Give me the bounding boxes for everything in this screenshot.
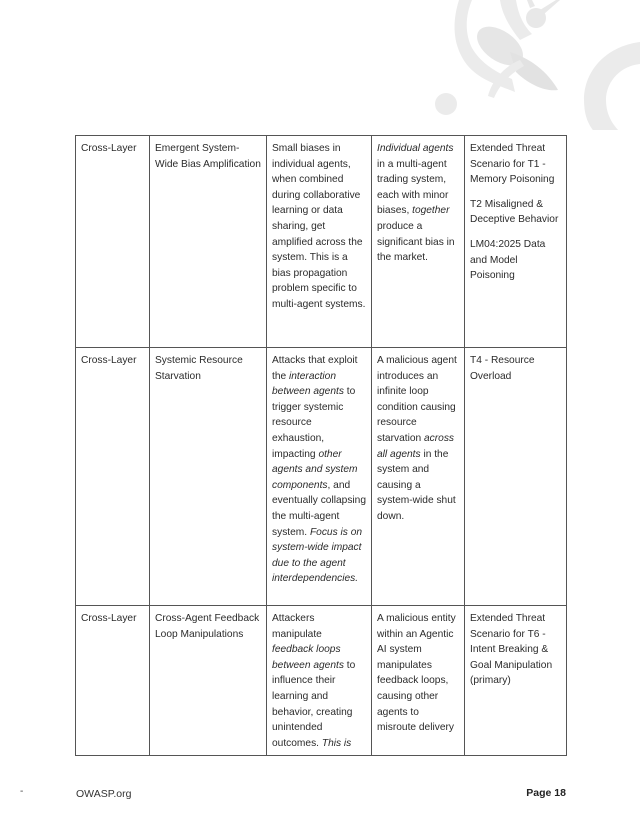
threat-name-cell — [150, 606, 267, 756]
threat-name-text: Systemic Resource Starvation — [155, 355, 243, 382]
description-text: other agents and system components — [272, 448, 358, 491]
layer-text: Cross-Layer — [81, 355, 137, 366]
mapping-cell — [465, 606, 567, 756]
layer-cell — [76, 606, 150, 756]
example-cell — [372, 606, 465, 756]
owasp-wasp-watermark — [0, 0, 640, 130]
threat-table — [75, 135, 567, 756]
layer-cell — [76, 348, 150, 606]
example-text: in a multi-agent trading system, each with minor biases, — [377, 158, 449, 217]
description-text: to trigger systemic resource exhaustion, impacting — [272, 386, 356, 460]
table-row — [76, 136, 567, 348]
example-text: A malicious entity within an Agentic AI system manipulates feedback loops, causing other agents to misroute delivery — [377, 613, 456, 734]
mapping-cell — [465, 136, 567, 348]
threat-name-cell — [150, 136, 267, 348]
description-text: Focus is on system-wide impact due to the agent interdependencies. — [272, 526, 363, 585]
description-cell — [267, 348, 372, 606]
layer-cell — [76, 136, 150, 348]
table-row — [76, 348, 567, 606]
example-text: A malicious agent introduces an infinite loop condition causing resource starvation — [377, 355, 457, 444]
description-text: Attackers manipulate — [272, 613, 322, 640]
description-text: Small biases in individual agents, when combined during collaborative learning or data sharing, get amplified across the system. This is a bias propagation problem specific to multi-agent systems. — [272, 143, 366, 310]
mapping-text: Extended Threat Scenario for T6 - Intent Breaking & Goal Manipulation (primary) — [470, 613, 553, 687]
example-text: Individual agents — [377, 143, 454, 154]
description-text: Attacks that exploit the — [272, 355, 358, 382]
page-number: Page 18 — [526, 787, 566, 799]
description-text: , and eventually collapsing the multi-agent system. — [272, 479, 367, 538]
layer-text: Cross-Layer — [81, 613, 137, 624]
description-text: This is — [321, 737, 352, 749]
mapping-text: Extended Threat Scenario for T1 - Memory Poisoning — [470, 143, 555, 186]
description-text: feedback loops between agents — [272, 644, 344, 671]
description-cell — [267, 136, 372, 348]
footer-site-link[interactable]: OWASP.org — [76, 788, 132, 800]
description-cell — [267, 606, 372, 756]
example-text: in the system and causing a system-wide shut down. — [377, 448, 456, 522]
mapping-text: T2 Misaligned & Deceptive Behavior — [470, 198, 559, 226]
table-row — [76, 606, 567, 756]
example-text: together — [412, 205, 450, 217]
example-cell — [372, 348, 465, 606]
example-text: produce a significant bias in the market. — [377, 220, 455, 264]
description-text: interaction between agents — [272, 370, 344, 398]
example-cell — [372, 136, 465, 348]
description-text: to influence their learning and behavior, creating unintended outcomes. — [272, 659, 356, 749]
threat-name-text: Emergent System-Wide Bias Amplification — [155, 143, 261, 170]
layer-text: Cross-Layer — [81, 143, 137, 154]
mapping-text: LM04:2025 Data and Model Poisoning — [470, 238, 546, 282]
footer-dash: - — [20, 786, 24, 797]
threat-name-text: Cross-Agent Feedback Loop Manipulations — [155, 613, 260, 640]
mapping-cell — [465, 348, 567, 606]
mapping-text: T4 - Resource Overload — [470, 355, 535, 382]
example-text: across all agents — [377, 432, 455, 460]
threat-name-cell — [150, 348, 267, 606]
